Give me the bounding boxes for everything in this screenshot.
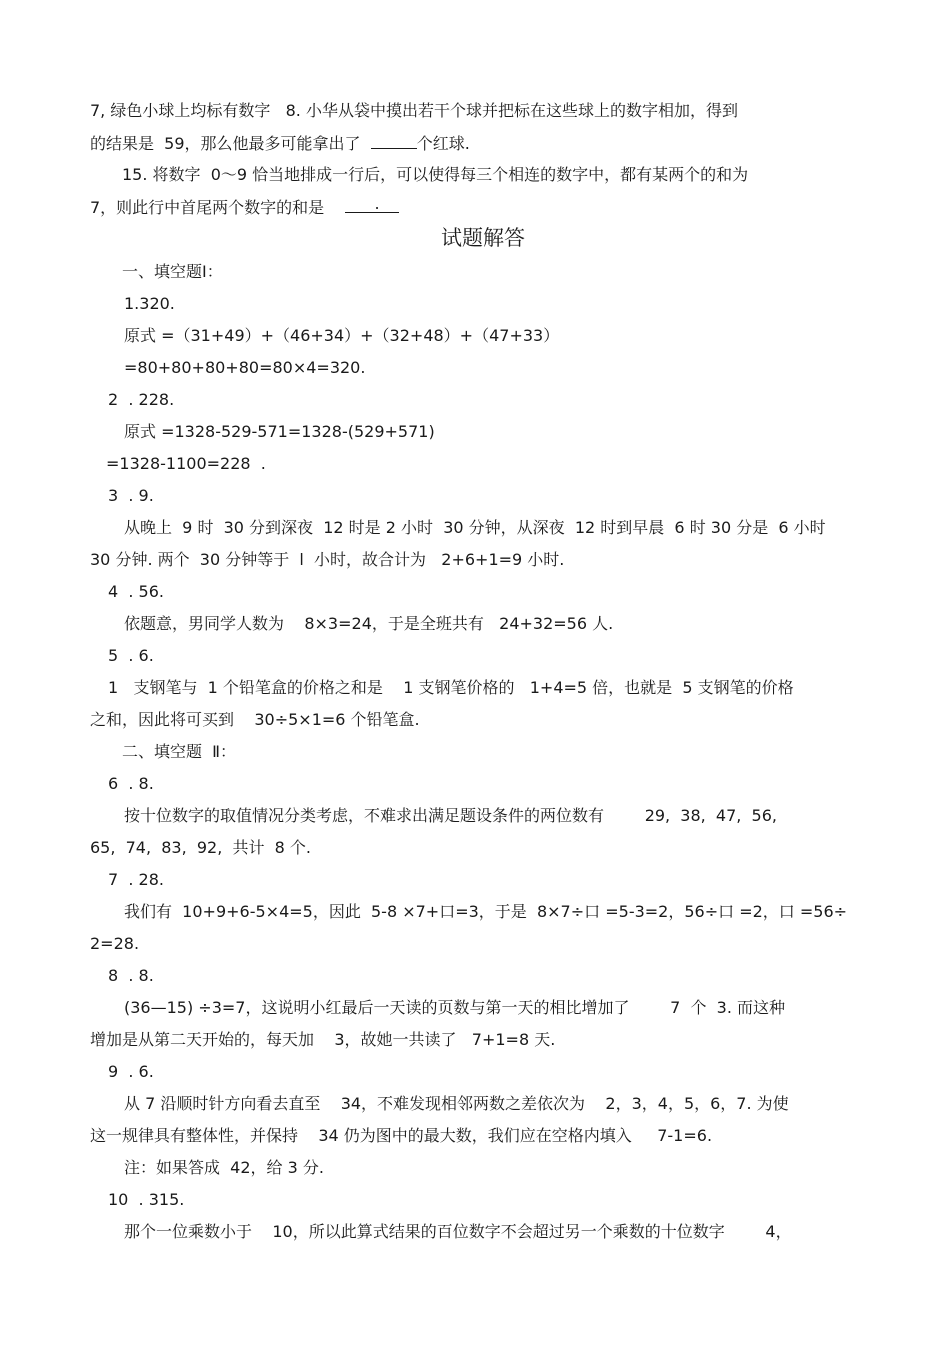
text-line: [90, 133, 470, 154]
text-segment: .: [374, 194, 380, 213]
section-heading: 一、填空题Ⅰ：: [122, 262, 223, 281]
text-line: 2=28.: [90, 934, 140, 953]
text-line: 这一规律具有整体性，并保持 34 仍为图中的最大数，我们应在空格内填入 7-1=6.: [90, 1126, 713, 1145]
answer-number: 2 . 228.: [108, 390, 175, 409]
text-segment: 的结果是 59，那么他最多可能拿出了: [90, 134, 371, 153]
answer-number: 1.320.: [124, 294, 175, 313]
text-line: 那个一位乘数小于 10，所以此算式结果的百位数字不会超过另一个乘数的十位数字 4，: [124, 1222, 792, 1241]
text-segment: 个红球.: [416, 134, 470, 153]
answer-number: 6 . 8.: [108, 774, 154, 793]
text-line: 我们有 10+9+6-5×4=5，因此 5-8 ×7+口=3，于是 8×7÷口 =5-3=2，56÷口 =2，口 =56÷: [124, 902, 848, 921]
answer-blank: [371, 133, 417, 149]
text-line: =80+80+80+80=80×4=320.: [124, 358, 366, 377]
text-line: 注：如果答成 42，给 3 分.: [124, 1158, 324, 1177]
answer-number: 3 . 9.: [108, 486, 154, 505]
text-line: 1 支钢笔与 1 个铅笔盒的价格之和是 1 支钢笔价格的 1+4=5 倍，也就是 5 支钢笔的价格: [108, 678, 794, 697]
answer-number: 5 . 6.: [108, 646, 154, 665]
text-line: (36—15) ÷3=7，这说明小红最后一天读的页数与第一天的相比增加了 7 个 3. 而这种: [124, 998, 786, 1017]
text-line: 从 7 沿顺时针方向看去直至 34，不难发现相邻两数之差依次为 2，3，4，5，6，7. 为使: [124, 1094, 789, 1113]
text-line: 之和，因此将可买到 30÷5×1=6 个铅笔盒.: [90, 710, 420, 729]
answer-number: 8 . 8.: [108, 966, 154, 985]
text-line: 从晚上 9 时 30 分到深夜 12 时是 2 小时 30 分钟，从深夜 12 时到早晨 6 时 30 分是 6 小时: [124, 518, 826, 537]
section-title: 试题解答: [441, 226, 525, 250]
text-line: 65, 74, 83, 92, 共计 8 个.: [90, 838, 311, 857]
text-line: 按十位数字的取值情况分类考虑，不难求出满足题设条件的两位数有 29, 38, 47, 56,: [124, 806, 777, 825]
text-line: 原式 =（31+49）+（46+34）+（32+48）+（47+33）: [124, 326, 560, 345]
text-line: 7, 绿色小球上均标有数字 8. 小华从袋中摸出若干个球并把标在这些球上的数字相加，得到: [90, 101, 738, 120]
answer-blank: [345, 194, 399, 213]
answer-number: 4 . 56.: [108, 582, 164, 601]
text-line: 增加是从第二天开始的，每天加 3，故她一共读了 7+1=8 天.: [90, 1030, 556, 1049]
answer-number: 9 . 6.: [108, 1062, 154, 1081]
text-line: 30 分钟. 两个 30 分钟等于 l 小时，故合计为 2+6+1=9 小时.: [90, 550, 565, 569]
text-line: 原式 =1328-529-571=1328-(529+571): [124, 422, 435, 441]
answer-number: 7 . 28.: [108, 870, 164, 889]
answer-number: 10 . 315.: [108, 1190, 185, 1209]
text-line: =1328-1100=228 .: [106, 454, 266, 473]
text-line: 15. 将数字 0～9 恰当地排成一行后，可以使得每三个相连的数字中，都有某两个的和为: [122, 165, 749, 184]
section-heading: 二、填空题 Ⅱ：: [122, 742, 237, 761]
text-line: [90, 194, 399, 218]
text-segment: 7，则此行中首尾两个数字的和是: [90, 198, 345, 217]
text-line: 依题意，男同学人数为 8×3=24，于是全班共有 24+32=56 人.: [124, 614, 614, 633]
